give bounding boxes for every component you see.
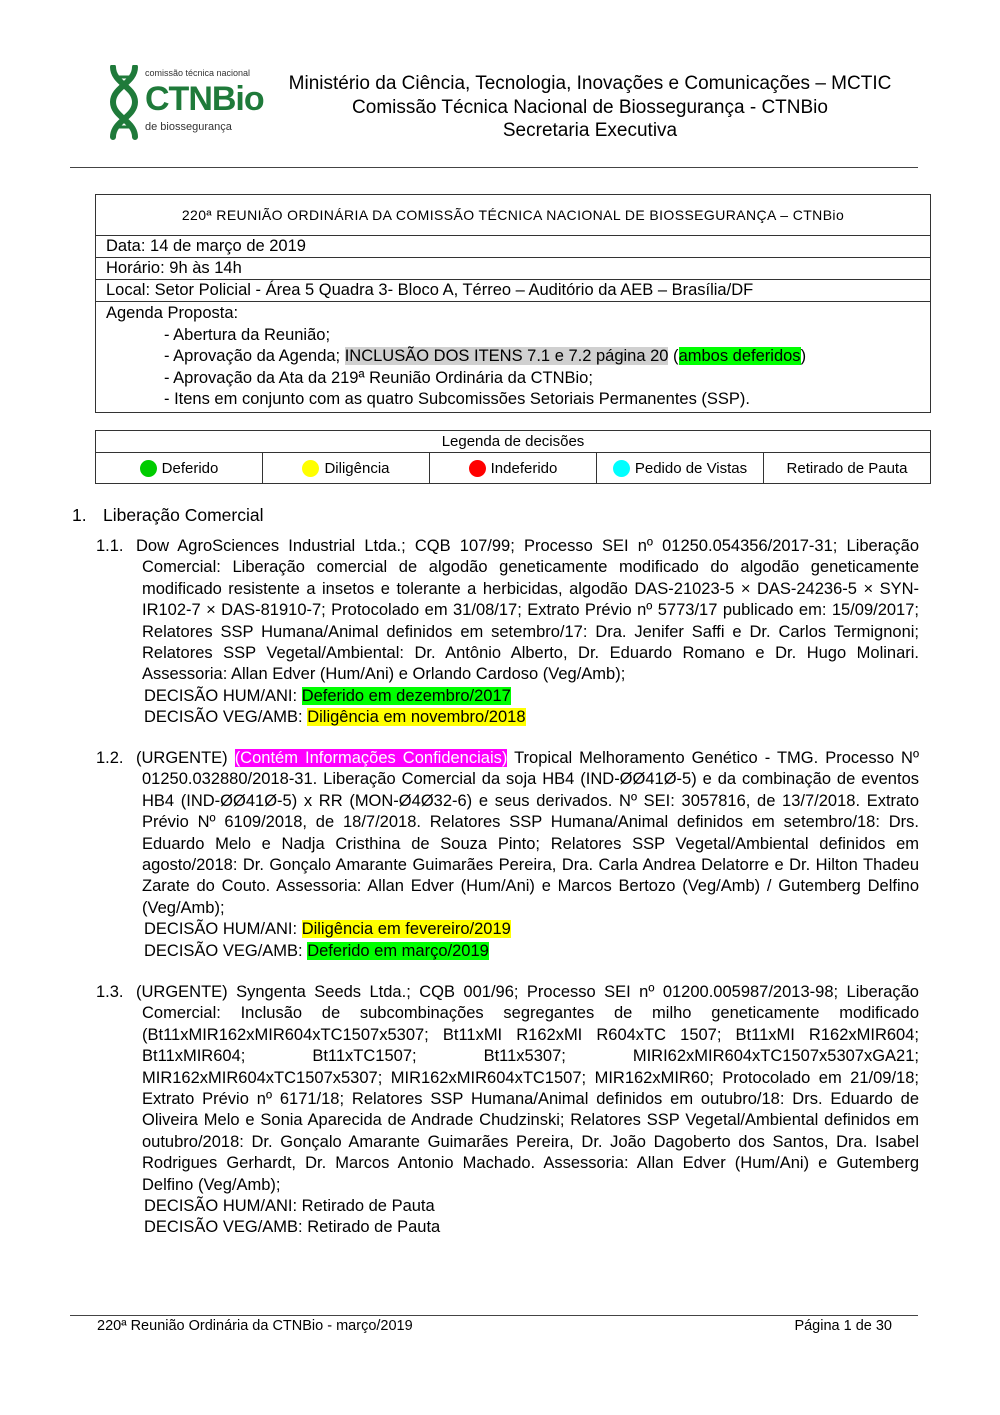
legend-label: Retirado de Pauta — [786, 459, 908, 477]
decision-highlight: Deferido em dezembro/2017 — [301, 686, 511, 705]
legend-label: Indeferido — [490, 459, 558, 477]
agenda-paren-open: ( — [668, 347, 679, 365]
meeting-title: 220ª REUNIÃO ORDINÁRIA DA COMISSÃO TÉCNICA NACIONAL DE BIOSSEGURANÇA – CTNBio — [96, 195, 930, 236]
legend-retirado-pauta — [764, 453, 930, 483]
red-dot-icon — [469, 460, 486, 477]
agenda — [96, 302, 930, 412]
legend-pedido-vistas — [597, 453, 764, 483]
confidential-highlight: (Contém Informações Confidenciais) — [234, 749, 508, 767]
footer-meeting: 220ª Reunião Ordinária da CTNBio - março/2019 — [97, 1318, 413, 1334]
agenda-label: Agenda Proposta: — [106, 304, 239, 322]
legend-label: Deferido — [161, 459, 219, 477]
decision-highlight: Diligência em fevereiro/2019 — [301, 920, 511, 939]
meeting-info-table — [95, 194, 931, 413]
header-divider — [70, 167, 918, 168]
meeting-location: Local: Setor Policial - Área 5 Quadra 3- Bloco A, Térreo – Auditório da AEB – Brasília/DF — [96, 280, 930, 302]
legend-diligencia — [263, 453, 430, 483]
legend-deferido — [96, 453, 263, 483]
meeting-date: Data: 14 de março de 2019 — [96, 236, 930, 258]
commission-title: Comissão Técnica Nacional de Biossegurança - CTNBio — [352, 96, 828, 118]
legend-title: Legenda de decisões — [96, 431, 930, 453]
decision-hum-ani: DECISÃO HUM/ANI: Retirado de Pauta — [144, 1197, 435, 1216]
legend-indeferido — [430, 453, 597, 483]
agenda-item: - Itens em conjunto com as quatro Subcomissões Setoriais Permanentes (SSP). — [164, 390, 751, 408]
decision-hum-ani: DECISÃO HUM/ANI: Deferido em dezembro/2017 — [144, 686, 511, 705]
decision-hum-ani: DECISÃO HUM/ANI: Diligência em fevereiro/2019 — [144, 920, 511, 939]
entry-number: 1.3. — [96, 983, 124, 1001]
agenda-item: - Abertura da Reunião; — [164, 325, 331, 344]
decision-highlight: Diligência em novembro/2018 — [307, 708, 526, 727]
entry-number: 1.2. — [96, 749, 124, 767]
decision-veg-amb: DECISÃO VEG/AMB: Deferido em março/2019 — [144, 941, 489, 960]
agenda-approved-highlight: ambos deferidos — [678, 347, 801, 365]
page-number: Página 1 de 30 — [794, 1318, 892, 1334]
logo-top-text: comissão técnica nacional — [145, 68, 251, 78]
entry-1-1 — [96, 536, 919, 729]
ctnbio-logo — [105, 65, 265, 140]
logo-brand: CTNBio — [145, 80, 264, 118]
ministry-title: Ministério da Ciência, Tecnologia, Inovações e Comunicações – MCTIC — [288, 73, 892, 94]
legend-label: Diligência — [324, 459, 390, 477]
header-titles — [270, 72, 910, 143]
agenda-item: - Aprovação da Ata da 219ª Reunião Ordinária da CTNBio; — [164, 368, 593, 387]
entry-text: Dow AgroSciences Industrial Ltda.; CQB 107/99; Processo SEI nº 01250.054356/2017-31; Liberação Comercial: Liberação comercial de algodão geneticamente modificado do algodão geneticamente modificado resistente a insetos e tolerante a herbicidas, algodão DAS-21023-5 × DAS-24236-5 × SYN-IR102-7 × DAS-81910-7; Protocolado em 31/08/17; Extrato Prévio nº 5773/17 publicado em: 15/09/2017; Relatores SSP Humana/Animal definidos em setembro/17: Dra. Jenifer Saffi e Dr. Carlos Termignoni; Relatores SSP Vegetal/Ambiental: Dr. Antônio Alberto, Dr. Eduardo Romano e Dr. Hugo Molinari. Assessoria: Allan Edver (Hum/Ani) e Orlando Cardoso (Veg/Amb); — [136, 537, 919, 684]
entry-1-3 — [96, 982, 919, 1239]
entry-number: 1.1. — [96, 537, 124, 555]
footer-divider — [70, 1315, 918, 1316]
agenda-item — [106, 346, 930, 368]
decision-veg-amb: DECISÃO VEG/AMB: Diligência em novembro/2018 — [144, 708, 526, 727]
agenda-paren-close: ) — [800, 347, 807, 365]
agenda-item-text: - Aprovação da Agenda; — [164, 347, 345, 365]
secretariat-title: Secretaria Executiva — [502, 120, 678, 141]
entry-1-2 — [96, 748, 919, 962]
legend-label: Pedido de Vistas — [634, 459, 748, 477]
dna-helix-icon — [105, 65, 145, 140]
decision-veg-amb: DECISÃO VEG/AMB: Retirado de Pauta — [144, 1218, 441, 1237]
decision-legend-table — [95, 430, 931, 484]
legend-row — [96, 453, 930, 483]
meeting-time: Horário: 9h às 14h — [96, 258, 930, 280]
section-number: 1. — [72, 505, 87, 525]
green-dot-icon — [140, 460, 157, 477]
agenda-inclusion-highlight: INCLUSÃO DOS ITENS 7.1 e 7.2 página 20 — [344, 347, 669, 365]
entry-text: (URGENTE) (Contém Informações Confidenciais) Tropical Melhoramento Genético - TMG. Processo Nº 01250.032880/2018-31. Liberação Comercial da soja HB4 (IND-ØØ41Ø-5) e da combinação de eventos HB4 (IND-ØØ41Ø-5) x RR (MON-Ø4Ø32-6) e seus derivados. Nº SEI: 3057816, de 13/7/2018. Extrato Prévio Nº 6109/2018, de 18/7/2018. Relatores SSP Humana/Animal definidos em setembro/18: Drs. Eduardo Melo e Nadja Cristhina de Souza Pinto; Relatores SSP Vegetal/Ambiental definidos em agosto/2018: Dr. Gonçalo Amarante Guimarães Pereira, Dra. Carla Andrea Delatorre e Dr. Hilton Thadeu Zarate do Couto. Assessoria: Allan Edver (Hum/Ani) e Marcos Bertozo (Veg/Amb) / Gutemberg Delfino (Veg/Amb); — [136, 749, 919, 917]
yellow-dot-icon — [302, 460, 319, 477]
decision-highlight: Deferido em março/2019 — [307, 941, 489, 960]
entry-text: (URGENTE) Syngenta Seeds Ltda.; CQB 001/96; Processo SEI nº 01200.005987/2013-98; Liberação Comercial: Inclusão de subcombinações segregantes de milho geneticamente modificado (Bt11xMIR162xMIR604xTC1507x5307; Bt11xMI R162xMI R604xTC 1507; Bt11xMI R162xMIR604; Bt11xMIR604; Bt11xTC1507; Bt11x5307; MIRI62xMIR604xTC1507x5307xGA21; MIR162xMIR604xTC1507x5307; MIR162xMIR604xTC1507; MIR162xMIR60; Protocolado em 21/09/18; Extrato Prévio nº 6171/18; Relatores SSP Humana/Animal definidos em outubro/18: Drs. Eduardo de Oliveira Melo e Sonia Aparecida de Andrade Chudzinski; Relatores SSP Vegetal/Ambiental definidos em outubro/2018: Dr. Gonçalo Amarante Guimarães Pereira, Dr. João Dagoberto dos Santos, Dra. Isabel Rodrigues Gerhardt, Dr. Marcos Antonio Machado. Assessoria: Allan Edver (Hum/Ani) e Gutemberg Delfino (Veg/Amb); — [136, 983, 919, 1194]
cyan-dot-icon — [613, 460, 630, 477]
logo-bottom-text: de biossegurança — [145, 121, 232, 133]
section-heading — [72, 505, 264, 526]
section-title: Liberação Comercial — [103, 505, 264, 525]
